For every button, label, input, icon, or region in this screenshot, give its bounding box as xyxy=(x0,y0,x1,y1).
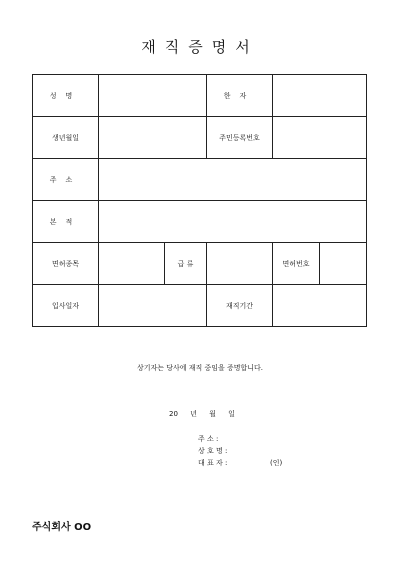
form-row-name xyxy=(33,75,367,117)
company-address-label: 주 소 : xyxy=(198,435,219,443)
company-info-block xyxy=(198,433,282,469)
resident-number-label: 주민등록번호 xyxy=(207,117,273,159)
birthdate-label: 생년월일 xyxy=(33,117,99,159)
name-value-cell[interactable] xyxy=(99,75,207,117)
name-label: 성명 xyxy=(33,75,99,117)
company-representative-row xyxy=(198,457,282,469)
grade-label: 급 류 xyxy=(165,243,207,285)
hanja-label: 한자 xyxy=(207,75,273,117)
hire-date-label: 입사일자 xyxy=(33,285,99,327)
employment-period-value-cell[interactable] xyxy=(273,285,367,327)
form-row-hire-date xyxy=(33,285,367,327)
hire-date-value-cell[interactable] xyxy=(99,285,207,327)
form-row-address xyxy=(33,159,367,201)
certification-statement: 상기자는 당사에 재직 중임을 증명합니다. xyxy=(136,364,264,372)
license-type-label: 면허종목 xyxy=(33,243,99,285)
company-trade-name-label: 상 호 명 : xyxy=(198,447,228,455)
seal-mark: (인) xyxy=(270,459,283,467)
license-number-label: 면허번호 xyxy=(273,243,320,285)
employment-period-label: 재직기간 xyxy=(207,285,273,327)
hanja-value-cell[interactable] xyxy=(273,75,367,117)
company-trade-name-row xyxy=(198,445,282,457)
form-row-domicile xyxy=(33,201,367,243)
grade-value-cell[interactable] xyxy=(207,243,273,285)
license-number-value-cell[interactable] xyxy=(320,243,367,285)
document-title: 재직증명서 xyxy=(141,38,259,56)
resident-number-value-cell[interactable] xyxy=(273,117,367,159)
company-address-row xyxy=(198,433,282,445)
address-value-cell[interactable] xyxy=(99,159,367,201)
certificate-form-table xyxy=(32,74,367,327)
date-year-prefix: 20 xyxy=(169,410,178,418)
company-representative-label: 대 표 자 : xyxy=(198,459,228,467)
license-type-value-cell[interactable] xyxy=(99,243,165,285)
date-month-label: 월 xyxy=(209,410,216,418)
date-year-label: 년 xyxy=(190,410,197,418)
registered-domicile-value-cell[interactable] xyxy=(99,201,367,243)
form-row-license xyxy=(33,243,367,285)
address-label: 주소 xyxy=(33,159,99,201)
registered-domicile-label: 본적 xyxy=(33,201,99,243)
company-name: 주식회사 OO xyxy=(32,522,92,533)
date-day-label: 일 xyxy=(228,410,235,418)
birthdate-value-cell[interactable] xyxy=(99,117,207,159)
issue-date xyxy=(169,409,245,419)
form-row-birthdate xyxy=(33,117,367,159)
